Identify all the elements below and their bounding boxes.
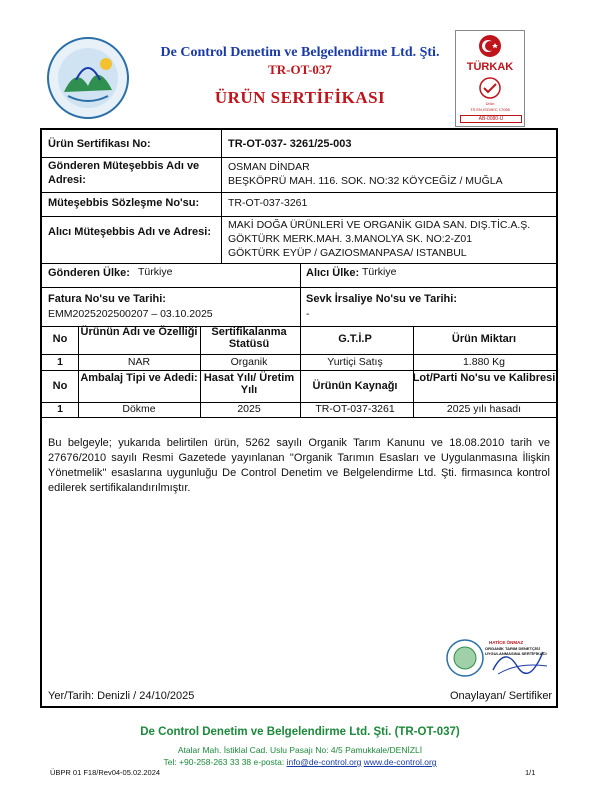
certification-statement: Bu belgeyle; yukarıda belirtilen ürün, 5262 sayılı Organik Tarım Kanunu ve 18.08.2010 tarih ve 27676/2010 sayılı Resmi Gazetede yayınlanan ''Organik Tarımın Esasları ve Uygulanmasına İlişkin Yönetmelik'' esaslarına uygunluğu De Control Denetim ve Belgelendirme Ltd. Şti. firmasınca kontrol edilerek sertifikalandırılmıştır. (48, 437, 550, 494)
header-company: De Control Denetim ve Belgelendirme Ltd. Şti. (160, 45, 440, 60)
t1-head-gtip: G.T.İ.P (338, 333, 372, 345)
t1-cell-product: NAR (127, 356, 151, 368)
footer-website-link[interactable]: www.de-control.org (363, 757, 437, 767)
de-control-logo (46, 36, 130, 120)
footer-address: Atalar Mah. İstiklal Cad. Uslu Pasajı No: 4/5 Pamukkale/DENİZLİ (177, 745, 423, 755)
t2-head-no: No (52, 380, 68, 392)
receiver-country: Türkiye (362, 266, 397, 278)
waybill-value: - (306, 308, 310, 320)
sender-country-label: Gönderen Ülke: (48, 267, 130, 279)
t1-cell-quantity: 1.880 Kg (462, 356, 506, 368)
t1-cell-status: Organik (230, 356, 268, 368)
t2-cell-harvest: 2025 (237, 403, 261, 415)
footer-company: De Control Denetim ve Belgelendirme Ltd. Şti. (TR-OT-037) (140, 726, 460, 738)
t2-cell-packaging: Dökme (122, 403, 156, 415)
stamp-line2: ORGANİK TARIM DENETÇİSİ (485, 646, 540, 651)
sender-address: BEŞKÖPRÜ MAH. 116. SOK. NO:32 KÖYCEĞİZ / MUĞLA (228, 175, 503, 187)
invoice-value: EMM2025202500207 – 03.10.2025 (48, 308, 213, 320)
sender-name: OSMAN DİNDAR (228, 161, 310, 173)
turkak-name: TÜRKAK (466, 61, 514, 73)
receiver-label: Alıcı Müteşebbis Adı ve Adresi: (48, 226, 212, 238)
turkak-code: AB-0080-U (460, 115, 522, 123)
stamp-line3: UYGULANMASINA SERTİFİKACI (485, 651, 547, 656)
receiver-line1: MAKİ DOĞA ÜRÜNLERİ VE ORGANİK GIDA SAN. DIŞ.TİC.A.Ş. (228, 219, 531, 231)
footer-page-number: 1/1 (525, 768, 536, 777)
turkak-emblem-icon (456, 31, 524, 61)
receiver-line3: GÖKTÜRK EYÜP / GAZIOSMANPASA/ ISTANBUL (228, 247, 467, 259)
t2-head-lot: Lot/Parti No'su ve Kalibresi (412, 372, 556, 384)
t1-head-product: Ürünün Adı ve Özelliği (80, 326, 198, 338)
t2-head-packaging: Ambalaj Tipi ve Adedi: (80, 372, 198, 384)
t1-head-no: No (52, 333, 68, 345)
turkak-line2: TS EN ISO/IEC 17065 (470, 107, 510, 112)
footer-contact (0, 757, 600, 767)
t2-head-harvest: Hasat Yılı/ Üretim Yılı (203, 372, 295, 396)
sender-label: Gönderen Müteşebbis Adı ve Adresi: (48, 160, 200, 186)
t1-head-quantity: Ürün Miktarı (451, 333, 517, 345)
t1-cell-gtip: Yurtiçi Satış (327, 356, 383, 368)
invoice-label: Fatura No'su ve Tarihi: (48, 293, 166, 305)
t2-head-source: Ürünün Kaynağı (312, 380, 398, 392)
stamp-name: HATİCE ÖNMAZ (489, 640, 524, 645)
header-code: TR-OT-037 (268, 62, 332, 77)
cert-no-value: TR-OT-037- 3261/25-003 (228, 138, 352, 150)
certificate-title: ÜRÜN SERTİFİKASI (214, 88, 386, 107)
approver-label: Onaylayan/ Sertifiker (450, 690, 553, 702)
place-date: Yer/Tarih: Denizli / 24/10/2025 (48, 690, 195, 702)
receiver-country-label: Alıcı Ülke: (306, 267, 360, 279)
certificate-frame (40, 128, 558, 708)
footer-email-link[interactable]: info@de-control.org (286, 757, 362, 767)
t2-cell-no: 1 (57, 403, 63, 415)
sender-country: Türkiye (138, 266, 173, 278)
cert-no-label: Ürün Sertifikası No: (48, 138, 151, 150)
certifier-stamp (443, 636, 553, 680)
footer-contact-prefix: Tel: +90-258-263 33 38 e-posta: (163, 757, 287, 767)
turkak-line1: Ürün (485, 101, 495, 106)
turkak-badge (455, 30, 525, 127)
footer-doc-code: ÜBPR 01 F18/Rev04-05.02.2024 (50, 768, 161, 777)
waybill-label: Sevk İrsaliye No'su ve Tarihi: (306, 293, 457, 305)
t1-head-status: Sertifikalanma Statüsü (211, 326, 287, 350)
t1-cell-no: 1 (57, 356, 63, 368)
check-icon (478, 77, 502, 99)
t2-cell-source: TR-OT-037-3261 (315, 403, 395, 415)
contract-label: Müteşebbis Sözleşme No'su: (48, 197, 200, 209)
contract-value: TR-OT-037-3261 (228, 197, 308, 209)
receiver-line2: GÖKTÜRK MERK.MAH. 3.MANOLYA SK. NO:2-Z01 (228, 233, 473, 245)
t2-cell-lot: 2025 yılı hasadı (446, 403, 522, 415)
